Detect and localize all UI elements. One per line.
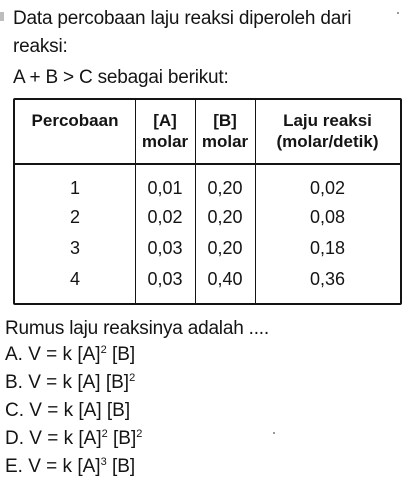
scan-speck — [397, 12, 399, 14]
table-cell: 0,40 — [207, 269, 243, 289]
table-cell: 0,20 — [207, 238, 243, 258]
table-header-divider — [15, 163, 400, 165]
table-cell: 0,01 — [147, 178, 183, 198]
table-cell: 0,36 — [309, 269, 346, 289]
table-cell: 1 — [69, 178, 80, 198]
table-header-b: [B] molar — [201, 111, 249, 151]
table-header-laju: Laju reaksi (molar/detik) — [276, 111, 379, 151]
scan-speck — [273, 432, 275, 434]
intro-line-3: A + B > C sebagai berikut: — [13, 67, 229, 88]
table-cell: 4 — [69, 269, 80, 289]
table-cell: 0,03 — [147, 238, 183, 258]
option-e[interactable]: E. V = k $[A]^3$ [B] — [5, 456, 136, 477]
question-text: Rumus laju reaksinya adalah .... — [5, 318, 269, 339]
table-header-percobaan: Percobaan — [31, 111, 119, 130]
option-a[interactable]: A. V = k $[A]^2$ [B] — [5, 344, 136, 365]
option-d[interactable]: D. V = k $[A]^2$ $[B]^2$ — [5, 428, 143, 449]
table-cell: 0,02 — [147, 207, 183, 227]
table-cell: 0,18 — [309, 238, 346, 258]
option-b[interactable]: B. V = k [A] $[B]^2$ — [5, 372, 136, 393]
table-cell: 0,02 — [309, 178, 346, 198]
table-cell: 2 — [69, 207, 80, 227]
question-number-mark — [0, 12, 4, 21]
intro-line-1: Data percobaan laju reaksi diperoleh dari — [13, 8, 352, 29]
table-cell: 3 — [69, 238, 80, 258]
table-cell: 0,20 — [207, 178, 243, 198]
data-table — [13, 98, 402, 305]
table-header-a: [A] molar — [141, 111, 189, 151]
table-cell: 0,03 — [147, 269, 183, 289]
intro-line-2: reaksi: — [13, 36, 68, 57]
option-c[interactable]: C. V = k [A] [B] — [5, 400, 131, 421]
table-cell: 0,08 — [309, 207, 346, 227]
table-cell: 0,20 — [207, 207, 243, 227]
